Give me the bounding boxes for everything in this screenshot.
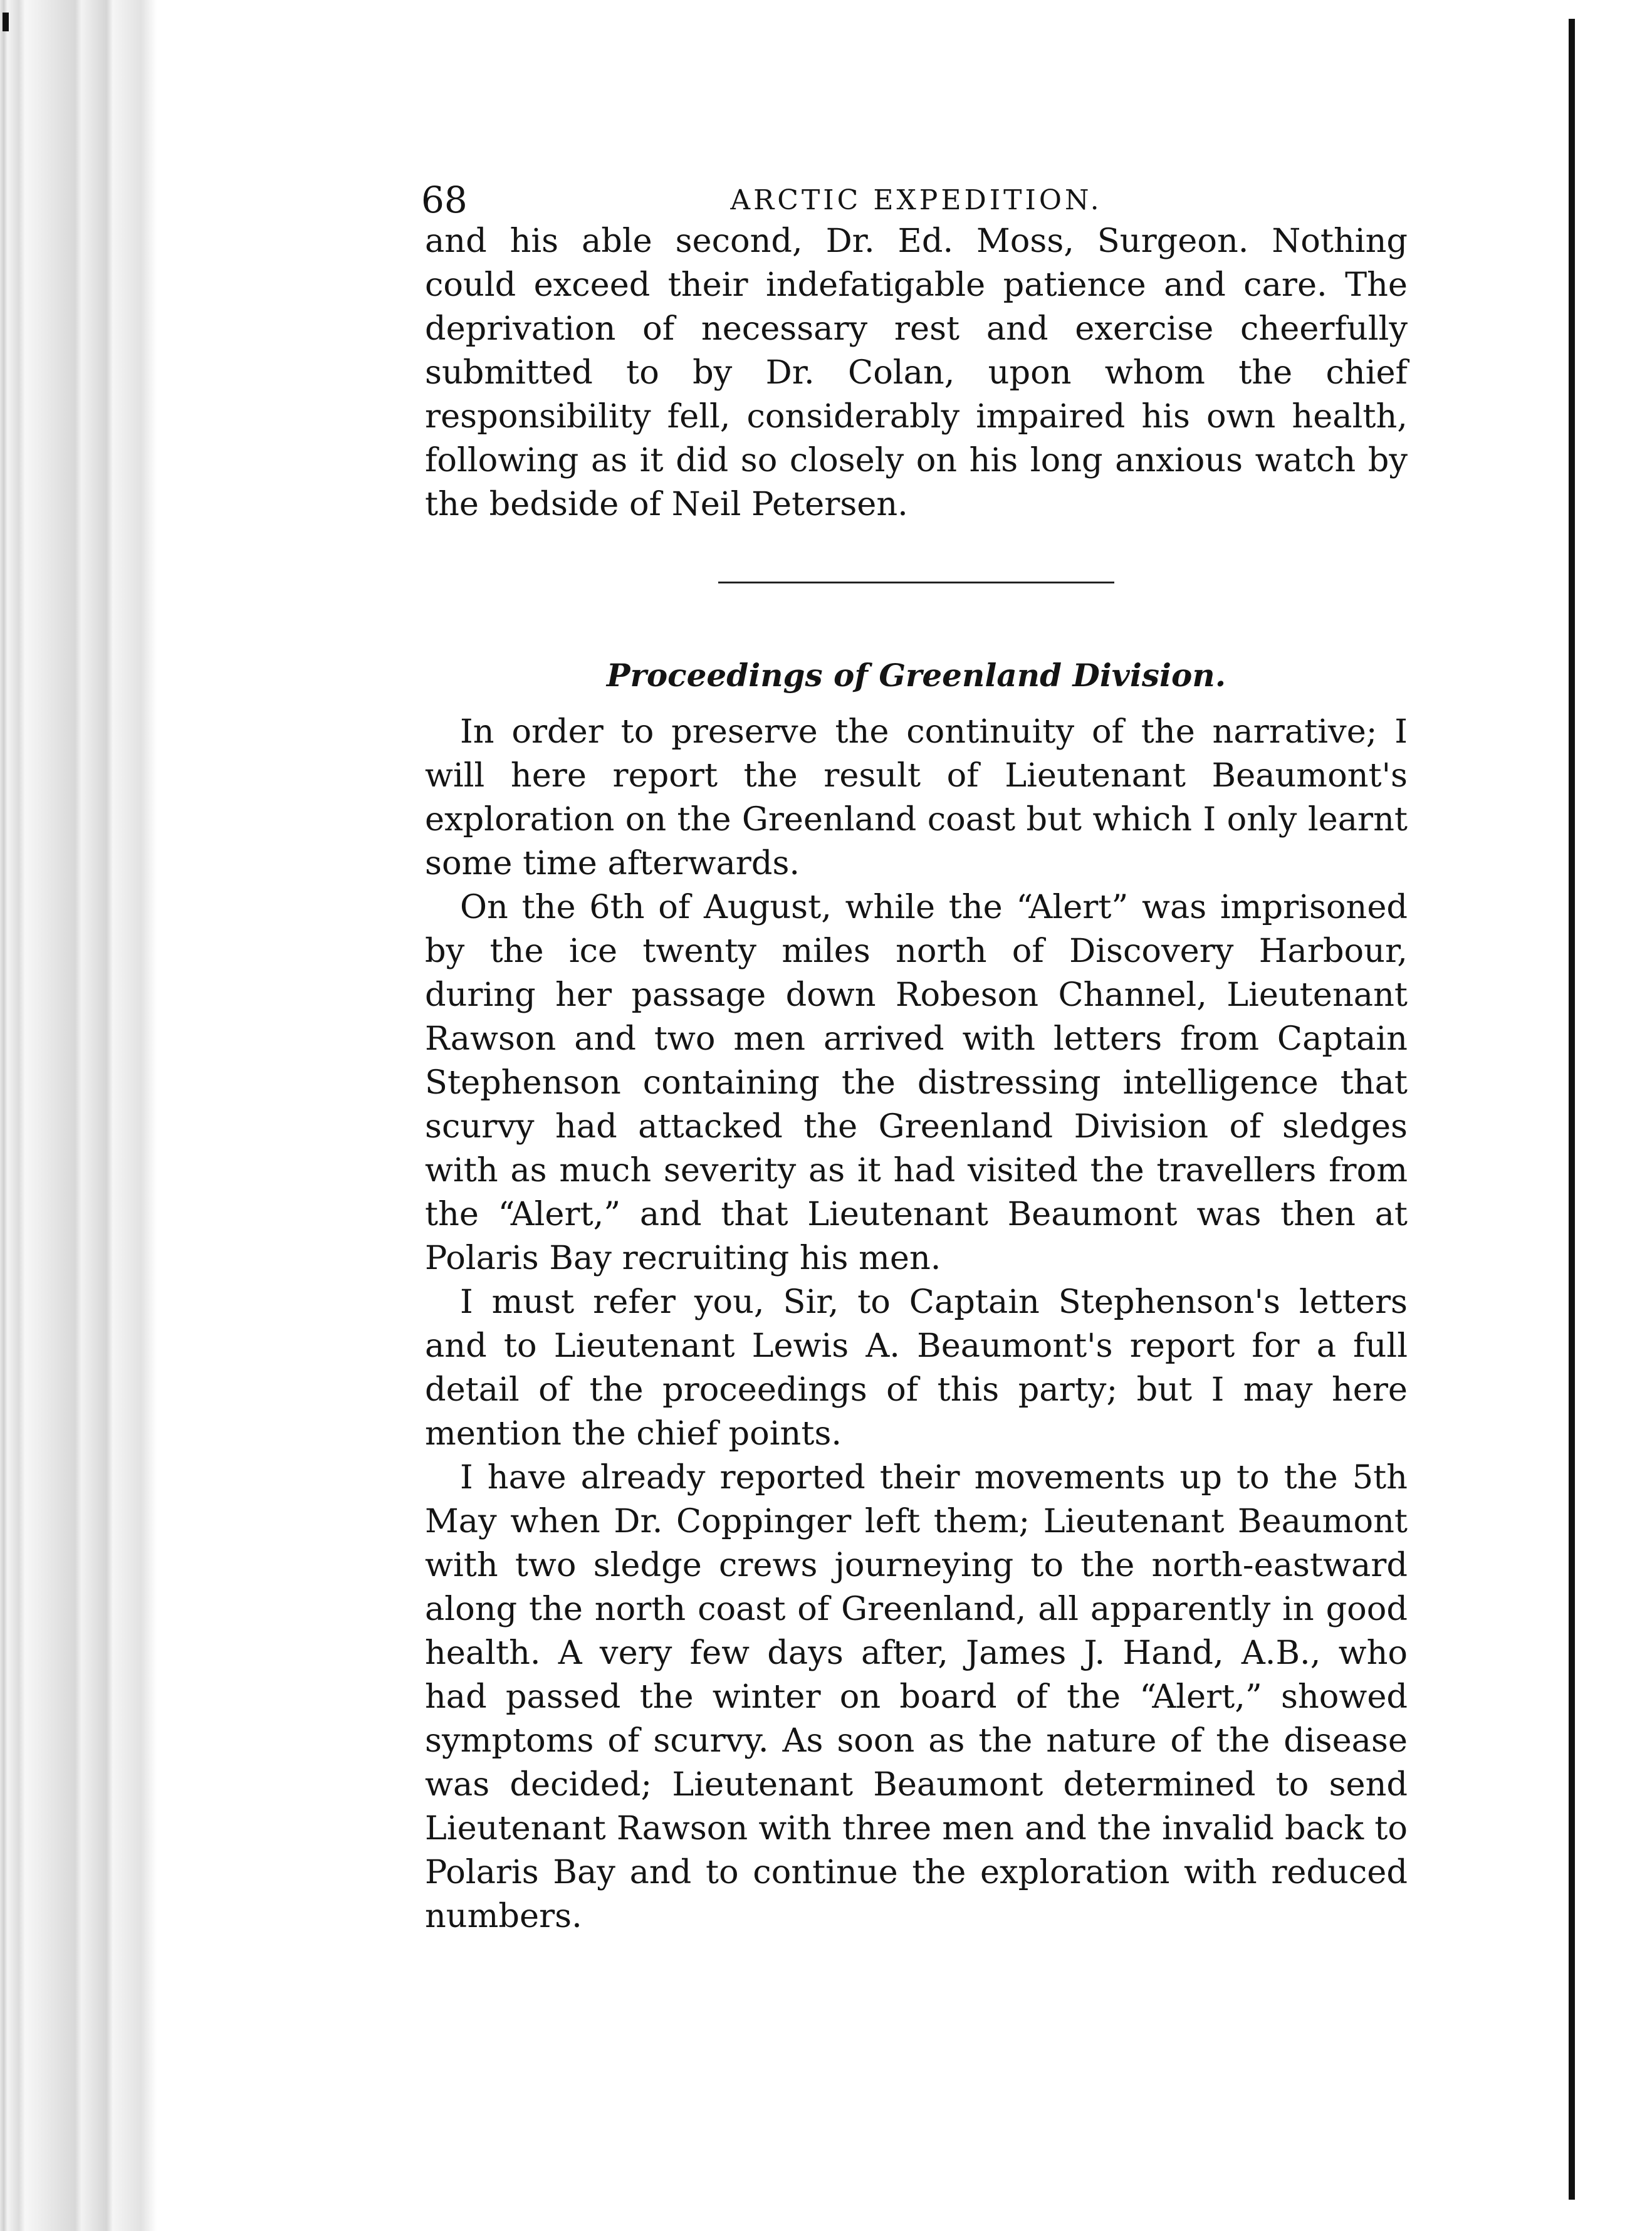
running-head — [421, 169, 1408, 221]
scan-mark — [3, 13, 9, 31]
binding-shadow — [1569, 19, 1575, 2200]
scanned-page-edge-right — [1569, 0, 1652, 2231]
running-title: ARCTIC EXPEDITION. — [730, 184, 1102, 216]
paragraph: I have already reported their movements up to the 5th May when Dr. Coppinger left them; Lieutenant Beaumont with two sledge crews journeying to the north-eastward along the north coast of Greenland, all apparently in good health. A very few days after, James J. Hand, A.B., who had passed the winter on board of the “Alert,” showed symptoms of scurvy. As soon as the nature of the disease was decided; Lieutenant Beaumont determined to send Lieutenant Rawson with three men and the invalid back to Polaris Bay and to continue the exploration with reduced numbers. — [425, 1458, 1408, 1935]
paragraph: I must refer you, Sir, to Captain Stephenson's letters and to Lieutenant Lewis A. Beaumont's report for a full detail of the proceedings of this party; but I may here mention the chief points. — [425, 1283, 1408, 1453]
paragraph: In order to preserve the continuity of the narrative; I will here report the result of Lieutenant Beaumont's exploration on the Greenland coast but which I only learnt some time afterwards. — [425, 713, 1408, 882]
section-divider-rule — [718, 582, 1114, 583]
book-page — [421, 169, 1408, 1938]
scanned-page-edge-left — [0, 0, 157, 2231]
section-heading: Proceedings of Greenland Division. — [606, 657, 1226, 694]
page-number: 68 — [421, 179, 468, 221]
paragraph: On the 6th of August, while the “Alert” was imprisoned by the ice twenty miles north of Discovery Harbour, during her passage down Robeson Channel, Lieutenant Rawson and two men arrived with letters from Captain Stephenson containing the distressing intelligence that scurvy had attacked the Greenland Division of sledges with as much severity as it had visited the travellers from the “Alert,” and that Lieutenant Beaumont was then at Polaris Bay recruiting his men. — [425, 888, 1408, 1277]
paragraph-continued: and his able second, Dr. Ed. Moss, Surgeon. Nothing could exceed their indefatigable patience and care. The deprivation of necessary rest and exercise cheerfully submitted to by Dr. Colan, upon whom the chief responsibility fell, considerably impaired his own health, following as it did so closely on his long anxious watch by the bedside of Neil Petersen. — [425, 222, 1408, 523]
